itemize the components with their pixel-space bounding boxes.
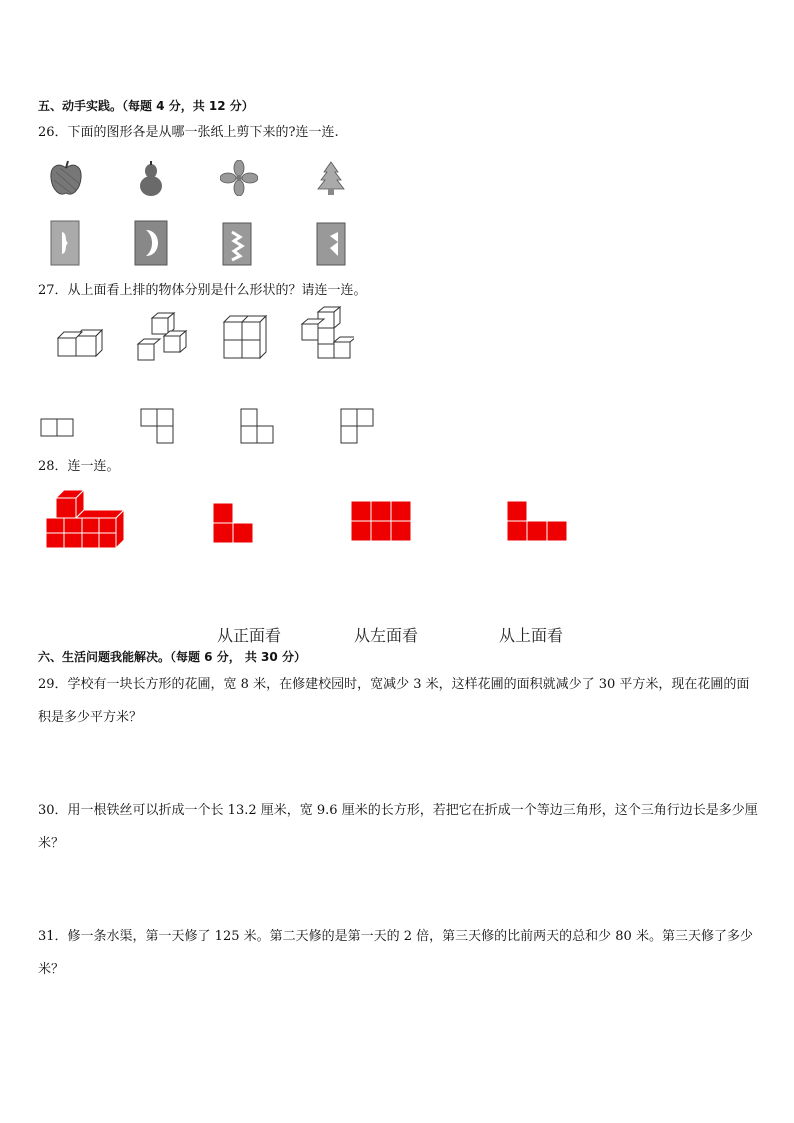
cube-object-3 <box>222 314 268 360</box>
q26-text: 26．下面的图形各是从哪一张纸上剪下来的?连一连. <box>38 125 339 140</box>
paper-e-cut <box>50 220 80 266</box>
section6-heading: 六、生活问题我能解决。（每题 6 分， 共 30 分） <box>38 650 306 664</box>
top-view-1 <box>40 418 76 438</box>
view-label-top: 从上面看 <box>499 626 564 645</box>
q27-text: 27．从上面看上排的物体分别是什么形状的？请连一连。 <box>38 283 367 298</box>
view-label-front: 从正面看 <box>217 626 282 645</box>
q28-text: 28．连一连。 <box>38 459 120 474</box>
red-block-3d <box>44 488 126 550</box>
paper-e-cut-2 <box>316 222 346 266</box>
q29-text: 29．学校有一块长方形的花圃，宽 8 米，在修建校园时，宽减少 3 米，这样花圃的面积就减少了 30 平方米，现在花圃的面积是多少平方米？ <box>38 677 750 725</box>
section5-heading: 五、动手实践。（每题 4 分，共 12 分） <box>38 99 254 113</box>
top-view-2 <box>140 408 176 446</box>
cube-object-4 <box>300 306 354 360</box>
red-view-step-shape <box>506 500 570 544</box>
top-view-4 <box>340 408 376 446</box>
cube-object-2 <box>136 312 188 362</box>
top-view-3 <box>240 408 276 446</box>
flower-icon <box>220 160 258 196</box>
red-view-rectangle <box>350 500 414 544</box>
apple-icon <box>48 160 84 198</box>
red-view-l-shape <box>212 502 256 544</box>
q31-text: 31．修一条水渠，第一天修了 125 米。第二天修的是第一天的 2 倍，第三天修的比前两天的总和少 80 米。第三天修了多少米？ <box>38 929 753 977</box>
tree-icon <box>316 160 346 196</box>
cube-object-1 <box>56 322 104 360</box>
paper-c-cut <box>134 220 168 266</box>
gourd-icon <box>136 160 166 198</box>
view-label-left: 从左面看 <box>354 626 419 645</box>
paper-e-zigzag <box>222 222 252 266</box>
q30-text: 30．用一根铁丝可以折成一个长 13.2 厘米，宽 9.6 厘米的长方形，若把它在折成一个等边三角形，这个三角行边长是多少厘米？ <box>38 803 758 851</box>
